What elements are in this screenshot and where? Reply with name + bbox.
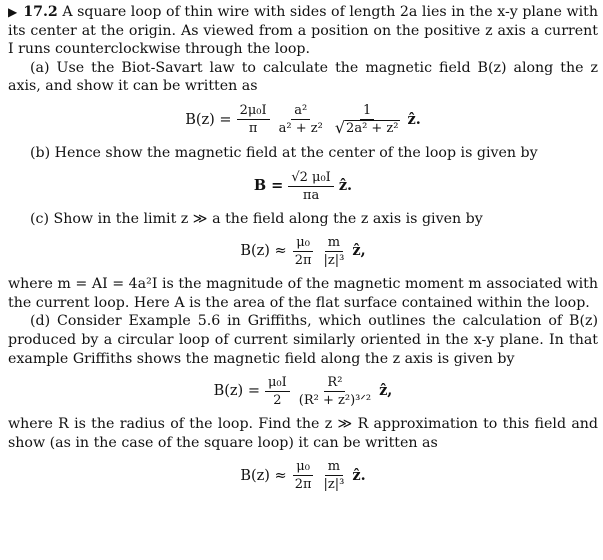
- eq4-lhs: B(z) =: [213, 383, 260, 400]
- problem-number: 17.2: [23, 4, 58, 20]
- part-c-text: (c) Show in the limit z ≫ a the field along the z axis is given by: [30, 210, 483, 227]
- eq4-frac-2: $\frac{\text{R²}}{\text{(R² + z²)³ᐟ²}}$: [298, 375, 372, 409]
- sqrt-symbol: √: [334, 117, 346, 137]
- eq1-frac-3: 1 √ 2a² + z²: [334, 102, 399, 137]
- after-c-text: where m = AI = 4a²I is the magnitude of the magnetic moment m associated with the current loop. Here A is the area of the flat surface contained within the loop.: [8, 276, 598, 311]
- eq4-unit-vector: ẑ,: [379, 382, 393, 400]
- equation-5: [8, 458, 598, 493]
- eq2-unit-vector: ẑ.: [338, 176, 353, 194]
- eq5-frac-1: $\frac{\text{μ₀}}{2\pi}$: [294, 459, 312, 493]
- eq1-frac-1: $\frac{\text{2μ₀I}}{\pi}$: [237, 102, 270, 137]
- problem-intro: [8, 3, 598, 59]
- eq4-frac-1: $\frac{\text{μ₀I}}{2}$: [265, 374, 290, 409]
- after-d-text: where R is the radius of the loop. Find the z ≫ R approximation to this field and show (as in the case of the square loop) it can be written as: [8, 416, 598, 451]
- part-a-text: (a) Use the Biot-Savart law to calculate the magnetic field B(z) along the z axis, and show it can be written as: [8, 59, 598, 95]
- eq1-frac-2: $\frac{\text{a²}}{\text{a² + z²}}$: [278, 103, 323, 137]
- equation-2: [8, 169, 598, 204]
- eq5-frac-2: $\frac{m}{\text{|z|³}}$: [323, 459, 345, 493]
- eq3-lhs: B(z) ≈: [240, 243, 287, 260]
- eq2-lhs: B =: [253, 176, 284, 194]
- part-d-text: (d) Consider Example 5.6 in Griffiths, which outlines the calculation of B(z) produced by a circular loop of current similarly oriented in the x-y plane. In that example Griffiths shows the magnetic field along the z axis is given by: [8, 313, 598, 367]
- eq3-frac-2: $\frac{m}{\text{|z|³}}$: [323, 235, 345, 269]
- eq2-frac: $\frac{\text{√2 μ₀I}}{\pi a}$: [288, 169, 333, 204]
- equation-1: [8, 102, 598, 138]
- eq3-frac-1: $\frac{\text{μ₀}}{2\pi}$: [294, 235, 312, 269]
- problem-page: [8, 3, 598, 499]
- triangle-bullet-icon: ▶: [8, 5, 18, 19]
- intro-text: A square loop of thin wire with sides of length 2a lies in the x-y plane with its center at the origin. As viewed from a position on the positive z axis a current I runs counterclockwise through the loop.: [8, 4, 598, 58]
- equation-3: [8, 234, 598, 269]
- eq5-unit-vector: ẑ.: [352, 466, 366, 484]
- eq5-lhs: B(z) ≈: [240, 467, 287, 484]
- eq1-lhs: B(z) =: [185, 111, 232, 128]
- equation-4: [8, 374, 598, 409]
- eq1-unit-vector: ẑ.: [407, 110, 421, 128]
- part-b-text: (b) Hence show the magnetic field at the center of the loop is given by: [30, 144, 538, 161]
- eq3-unit-vector: ẑ,: [352, 242, 366, 260]
